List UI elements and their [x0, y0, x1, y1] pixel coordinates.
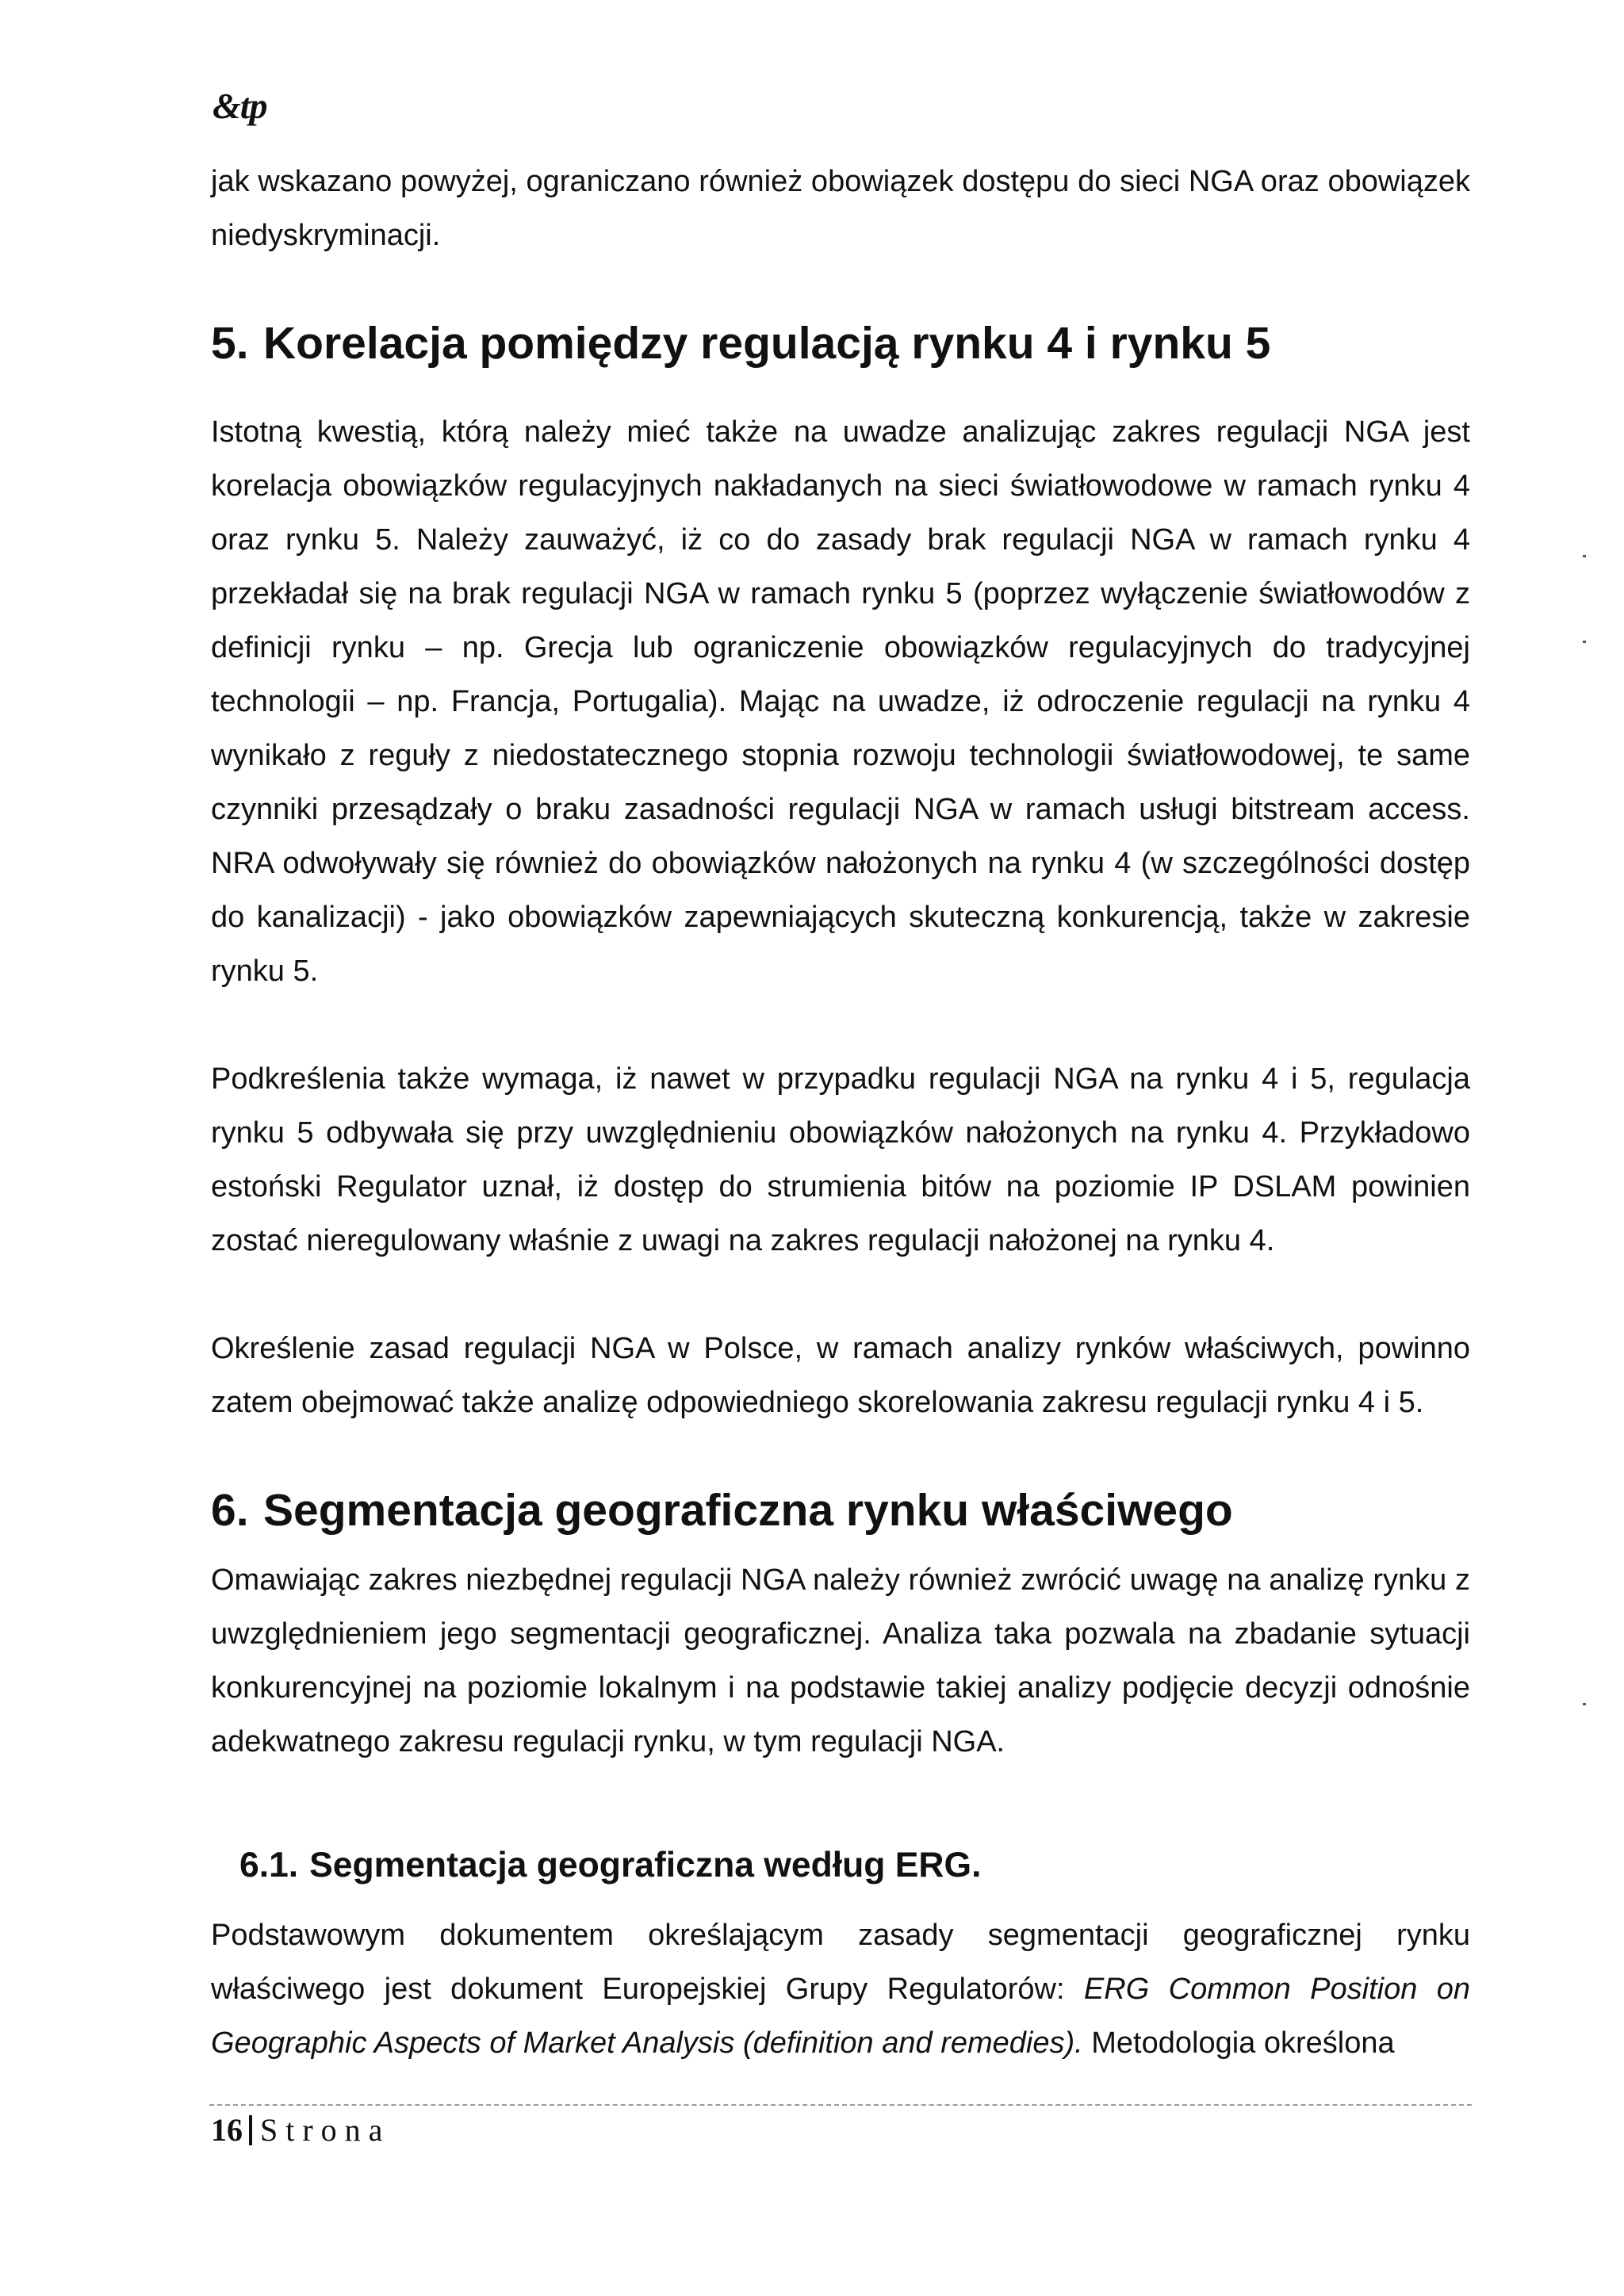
page-number: 16	[211, 2112, 243, 2148]
spacer	[211, 1268, 1470, 1322]
scan-artifact	[1583, 555, 1586, 557]
section-5-paragraph-1: Istotną kwestią, którą należy mieć także na uwadze analizując zakres regulacji NGA jest korelacja obowiązków regulacyjnych nakładanych na sieci światłowodowe w ramach rynku 4 oraz rynku 5. Należy zauważyć, iż co do zasady brak regulacji NGA w ramach rynku 4 przekładał się na brak regulacji NGA w ramach rynku 5 (poprzez wyłączenie światłowodów z definicji rynku – np. Grecja lub ograniczenie obowiązków regulacyjnych do tradycyjnej technologii – np. Francja, Portugalia). Mając na uwadze, iż odroczenie regulacji na rynku 4 wynikało z reguły z niedostatecznego stopnia rozwoju technologii światłowodowej, te same czynniki przesądzały o braku zasadności regulacji NGA w ramach usługi bitstream access. NRA odwoływały się również do obowiązków nałożonych na rynku 4 (w szczególności dostęp do kanalizacji) - jako obowiązków zapewniających skuteczną konkurencją, także w zakresie rynku 5.	[211, 415, 1470, 988]
spacer	[211, 998, 1470, 1052]
page-label: Strona	[260, 2112, 391, 2148]
page-footer	[211, 2111, 390, 2149]
section-5-title: Korelacja pomiędzy regulacją rynku 4 i rynku 5	[263, 318, 1271, 369]
section-5-paragraph-2: Podkreślenia także wymaga, iż nawet w przypadku regulacji NGA na rynku 4 i 5, regulacja rynku 5 odbywała się przy uwzględnieniu obowiązków nałożonych na rynku 4. Przykładowo estoński Regulator uznał, iż dostęp do strumienia bitów na poziomie IP DSLAM powinien zostać nieregulowany właśnie z uwagi na zakres regulacji nałożonej na rynku 4.	[211, 1062, 1470, 1257]
erg-document-title: ERG Common Position on Geographic Aspects of Market Analysis (definition and remedies).	[211, 1973, 1470, 2060]
footer-separator	[249, 2115, 252, 2145]
section-6-heading	[211, 1483, 1470, 1537]
section-5-paragraph-3: Określenie zasad regulacji NGA w Polsce, w ramach analizy rynków właściwych, powinno zatem obejmować także analizę odpowiedniego skorelowania zakresu regulacji rynku 4 i 5.	[211, 1332, 1470, 1419]
footer-divider	[209, 2104, 1472, 2106]
spacer	[211, 1823, 1470, 1839]
section-6-paragraph: Omawiając zakres niezbędnej regulacji NGA należy również zwrócić uwagę na analizę rynku z uwzględnieniem jego segmentacji geograficznej. Analiza taka pozwala na zbadanie sytuacji konkurencyjnej na poziomie lokalnym i na podstawie takiej analizy podjęcie decyzji odnośnie adekwatnego zakresu regulacji rynku, w tym regulacji NGA.	[211, 1563, 1470, 1758]
section-6-title: Segmentacja geograficzna rynku właściwego	[263, 1485, 1233, 1536]
scan-artifact	[1583, 641, 1586, 643]
section-6-1-paragraph	[211, 1908, 1470, 2070]
spacer	[211, 1892, 1470, 1908]
company-logo: &tp	[213, 86, 267, 126]
section-5-number: 5.	[211, 318, 249, 369]
intro-paragraph: jak wskazano powyżej, ograniczano również obowiązek dostępu do sieci NGA oraz obowiązek niedyskryminacji.	[211, 165, 1470, 252]
spacer	[211, 262, 1470, 316]
scan-artifact	[1583, 1703, 1586, 1705]
section-6-1-title: Segmentacja geograficzna według ERG.	[309, 1846, 982, 1885]
section-5-heading	[211, 316, 1470, 370]
section-6-1-heading	[211, 1839, 1470, 1892]
spacer	[211, 1429, 1470, 1483]
spacer	[211, 370, 1470, 405]
section-6-1-paragraph-start: Podstawowym dokumentem określającym zasady segmentacji geograficznej rynku właściwego jest dokument Europejskiej Grupy Regulatorów:	[211, 1919, 1470, 2006]
section-6-1-number: 6.1.	[239, 1846, 299, 1885]
document-body	[211, 155, 1470, 2070]
spacer	[211, 1769, 1470, 1823]
section-6-1-paragraph-end: Metodologia określona	[1082, 2026, 1395, 2060]
spacer	[211, 1537, 1470, 1553]
section-6-number: 6.	[211, 1485, 249, 1536]
